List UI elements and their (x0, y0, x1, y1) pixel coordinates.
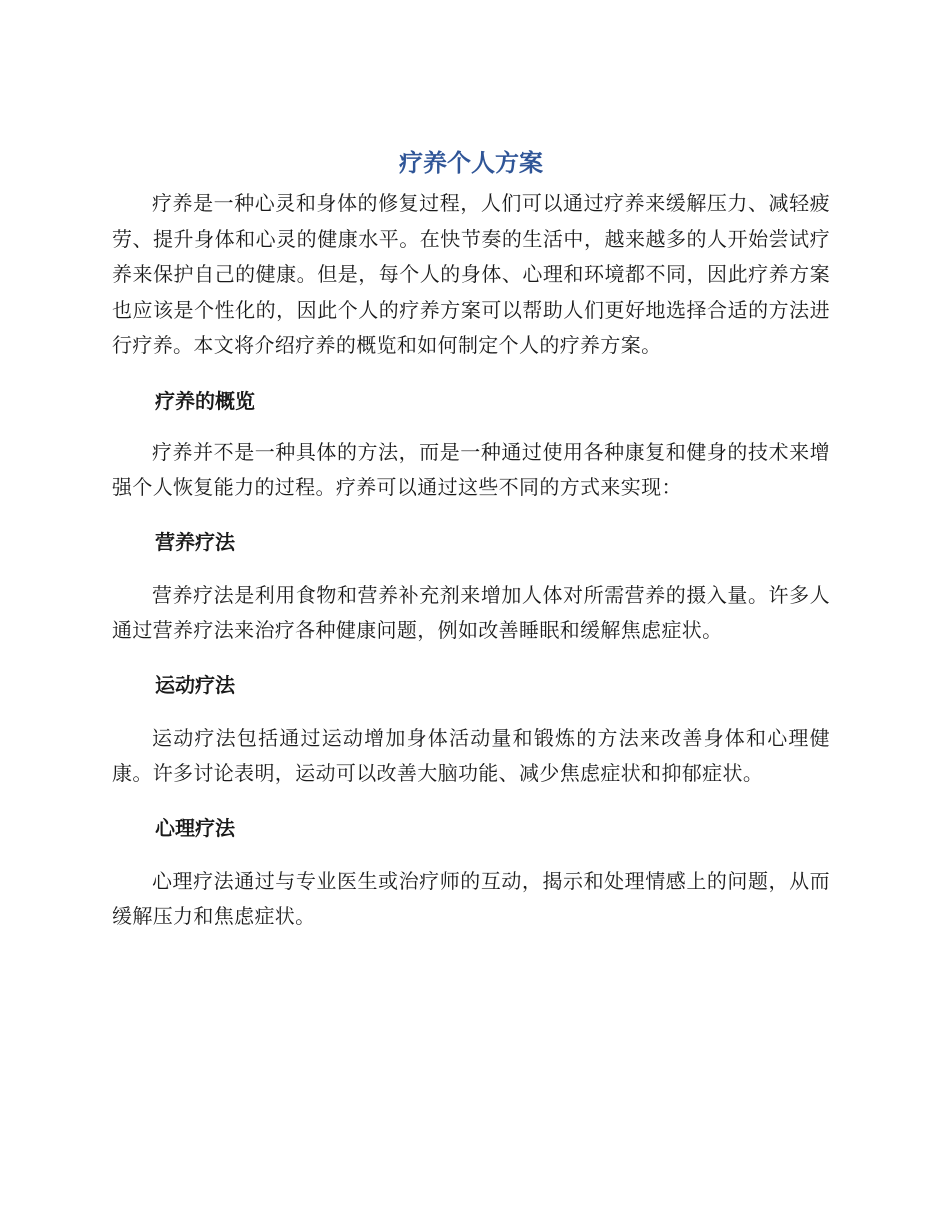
section-heading-exercise-therapy: 运动疗法 (155, 672, 235, 697)
intro-paragraph: 疗养是一种心灵和身体的修复过程，人们可以通过疗养来缓解压力、减轻疲劳、提升身体和心灵的健康水平。在快节奏的生活中，越来越多的人开始尝试疗养来保护自己的健康。但是，每个人的身体、心理和环境都不同，因此疗养方案也应该是个性化的，因此个人的疗养方案可以帮助人们更好地选择合适的方法进行疗养。本文将介绍疗养的概览和如何制定个人的疗养方案。 (112, 191, 830, 357)
section-heading-overview: 疗养的概览 (155, 388, 255, 413)
section-body-psychotherapy: 心理疗法通过与专业医生或治疗师的互动，揭示和处理情感上的问题，从而缓解压力和焦虑症状。 (112, 868, 830, 928)
document-page (112, 146, 830, 935)
section-body-exercise-therapy: 运动疗法包括通过运动增加身体活动量和锻炼的方法来改善身体和心理健康。许多讨论表明，运动可以改善大脑功能、减少焦虑症状和抑郁症状。 (112, 725, 830, 785)
section-heading-psychotherapy: 心理疗法 (155, 815, 235, 840)
section-body-overview: 疗养并不是一种具体的方法，而是一种通过使用各种康复和健身的技术来增强个人恢复能力的过程。疗养可以通过这些不同的方式来实现： (112, 439, 830, 499)
document-title: 疗养个人方案 (399, 149, 543, 177)
section-heading-nutrition-therapy: 营养疗法 (155, 529, 235, 554)
section-body-nutrition-therapy: 营养疗法是利用食物和营养补充剂来增加人体对所需营养的摄入量。许多人通过营养疗法来治疗各种健康问题，例如改善睡眠和缓解焦虑症状。 (112, 582, 830, 642)
